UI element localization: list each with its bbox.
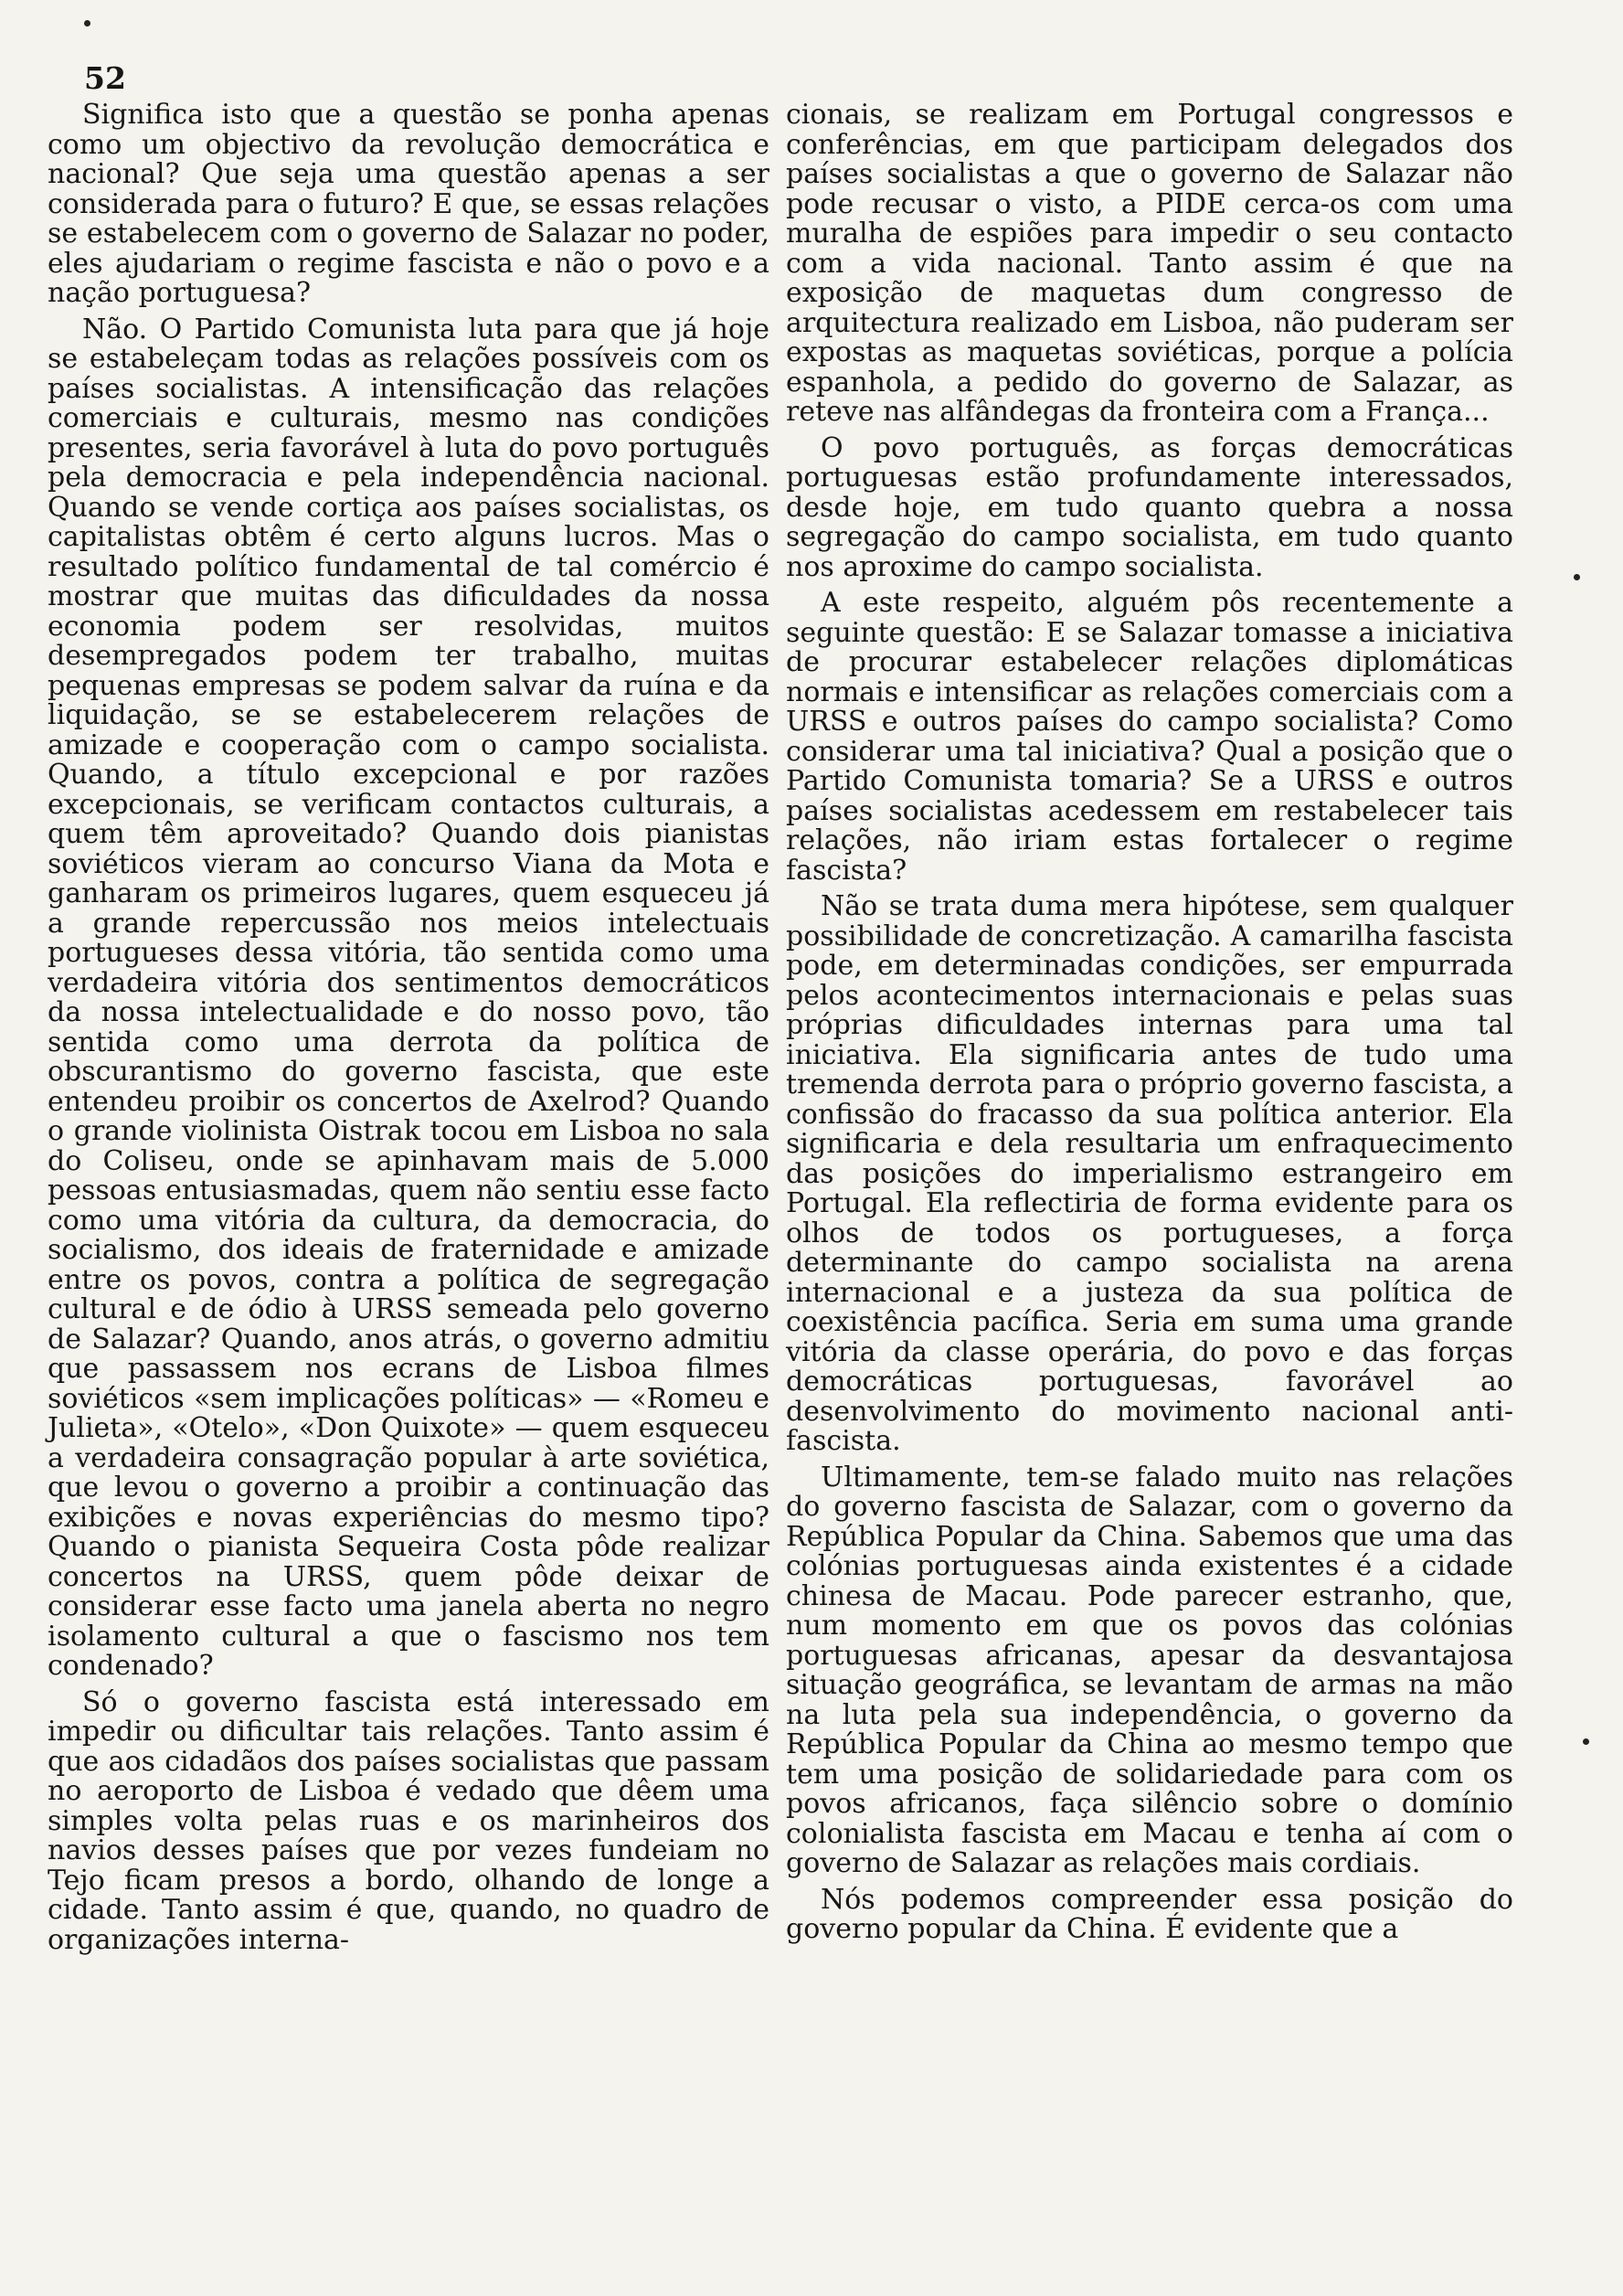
margin-dot xyxy=(1574,574,1580,580)
paragraph: cionais, se realizam em Portugal congressos e conferências, em que participam delegados dos países socialistas a que o governo de Salazar não pode recusar o visto, a PIDE cerca-os com uma muralha de espiões para impedir o seu contacto com a vida nacional. Tanto assim é que na exposição de maquetas dum congresso de arquitectura realizado em Lisboa, não puderam ser expostas as maquetas soviéticas, porque a polícia espanhola, a pedido do governo de Salazar, as reteve nas alfândegas da fronteira com a França... xyxy=(786,99,1513,428)
paragraph: Não se trata duma mera hipótese, sem qualquer possibilidade de concretização. A camarilha fascista pode, em determinadas condições, ser empurrada pelos acontecimentos internacionais e pelas suas próprias dificuldades internas para uma tal iniciativa. Ela significaria antes de tudo uma tremenda derrota para o próprio governo fascista, a confissão do fracasso da sua política anterior. Ela significaria e dela resultaria um enfraquecimento das posições do imperialismo estrangeiro em Portugal. Ela reflectiria de forma evidente para os olhos de todos os portugueses, a força determinante do campo socialista na arena internacional e a justeza da sua política de coexistência pacífica. Seria em suma uma grande vitória da classe operária, do povo e das forças democráticas portuguesas, favorável ao desenvolvimento do movimento nacional anti-fascista. xyxy=(786,890,1513,1457)
paragraph: Ultimamente, tem-se falado muito nas relações do governo fascista de Salazar, com o governo da República Popular da China. Sabemos que uma das colónias portuguesas ainda existentes é a cidade chinesa de Macau. Pode parecer estranho, que, num momento em que os povos das colónias portuguesas africanas, apesar da desvantajosa situação geográfica, se levantam de armas na mão na luta pela sua independência, o governo da República Popular da China ao mesmo tempo que tem uma posição de solidariedade para com os povos africanos, faça silêncio sobre o domínio colonialista fascista em Macau e tenha aí com o governo de Salazar as relações mais cordiais. xyxy=(786,1461,1513,1879)
paragraph: Nós podemos compreender essa posição do governo popular da China. É evidente que a xyxy=(786,1883,1513,1945)
page-number: 52 xyxy=(84,60,126,96)
left-column xyxy=(48,101,769,1961)
right-column xyxy=(786,101,1513,1951)
paragraph: Significa isto que a questão se ponha apenas como um objectivo da revolução democrática e nacional? Que seja uma questão apenas a ser considerada para o futuro? E que, se essas relações se estabelecem com o governo de Salazar no poder, eles ajudariam o regime fascista e não o povo e a nação portuguesa? xyxy=(48,99,769,309)
margin-dot xyxy=(1583,1738,1589,1745)
paragraph: Não. O Partido Comunista luta para que já hoje se estabeleçam todas as relações possíveis com os países socialistas. A intensificação das relações comerciais e culturais, mesmo nas condições presentes, seria favorável à luta do povo português pela democracia e pela independência nacional. Quando se vende cortiça aos países socialistas, os capitalistas obtêm é certo alguns lucros. Mas o resultado político fundamental de tal comércio é mostrar que muitas das dificuldades da nossa economia podem ser resolvidas, muitos desempregados podem ter trabalho, muitas pequenas empresas se podem salvar da ruína e da liquidação, se se estabelecerem relações de amizade e cooperação com o campo socialista. Quando, a título excepcional e por razões excepcionais, se verificam contactos culturais, a quem têm aproveitado? Quando dois pianistas soviéticos vieram ao concurso Viana da Mota e ganharam os primeiros lugares, quem esqueceu já a grande repercussão nos meios intelectuais portugueses dessa vitória, tão sentida como uma verdadeira vitória dos sentimentos democráticos da nossa intelectualidade e do nosso povo, tão sentida como uma derrota da política de obscurantismo do governo fascista, que este entendeu proibir os concertos de Axelrod? Quando o grande violinista Oistrak tocou em Lisboa no sala do Coliseu, onde se apinhavam mais de 5.000 pessoas entusiasmadas, quem não sentiu esse facto como uma vitória da cultura, da democracia, do socialismo, dos ideais de fraternidade e amizade entre os povos, contra a política de segregação cultural e de ódio à URSS semeada pelo governo de Salazar? Quando, anos atrás, o governo admitiu que passassem nos ecrans de Lisboa filmes soviéticos «sem implicações políticas» — «Romeu e Julieta», «Otelo», «Don Quixote» — quem esqueceu a verdadeira consagração popular à arte soviética, que levou o governo a proibir a continuação das exibições e novas experiências do mesmo tipo? Quando o pianista Sequeira Costa pôde realizar concertos na URSS, quem pôde deixar de considerar esse facto uma janela aberta no negro isolamento cultural a que o fascismo nos tem condenado? xyxy=(48,313,769,1682)
paragraph: O povo português, as forças democráticas portuguesas estão profundamente interessados, desde hoje, em tudo quanto quebra a nossa segregação do campo socialista, em tudo quanto nos aproxime do campo socialista. xyxy=(786,431,1513,583)
paragraph: A este respeito, alguém pôs recentemente a seguinte questão: E se Salazar tomasse a iniciativa de procurar estabelecer relações diplomáticas normais e intensificar as relações comerciais com a URSS e outros países do campo socialista? Como considerar uma tal iniciativa? Qual a posição que o Partido Comunista tomaria? Se a URSS e outros países socialistas acedessem em restabelecer tais relações, não iriam estas fortalecer o regime fascista? xyxy=(786,587,1513,887)
paragraph: Só o governo fascista está interessado em impedir ou dificultar tais relações. Tanto assim é que aos cidadãos dos países socialistas que passam no aeroporto de Lisboa é vedado que dêem uma simples volta pelas ruas e os marinheiros dos navios desses países que por vezes fundeiam no Tejo ficam presos a bordo, olhando de longe a cidade. Tanto assim é que, quando, no quadro de organizações interna- xyxy=(48,1685,769,1956)
margin-dot xyxy=(84,20,90,27)
